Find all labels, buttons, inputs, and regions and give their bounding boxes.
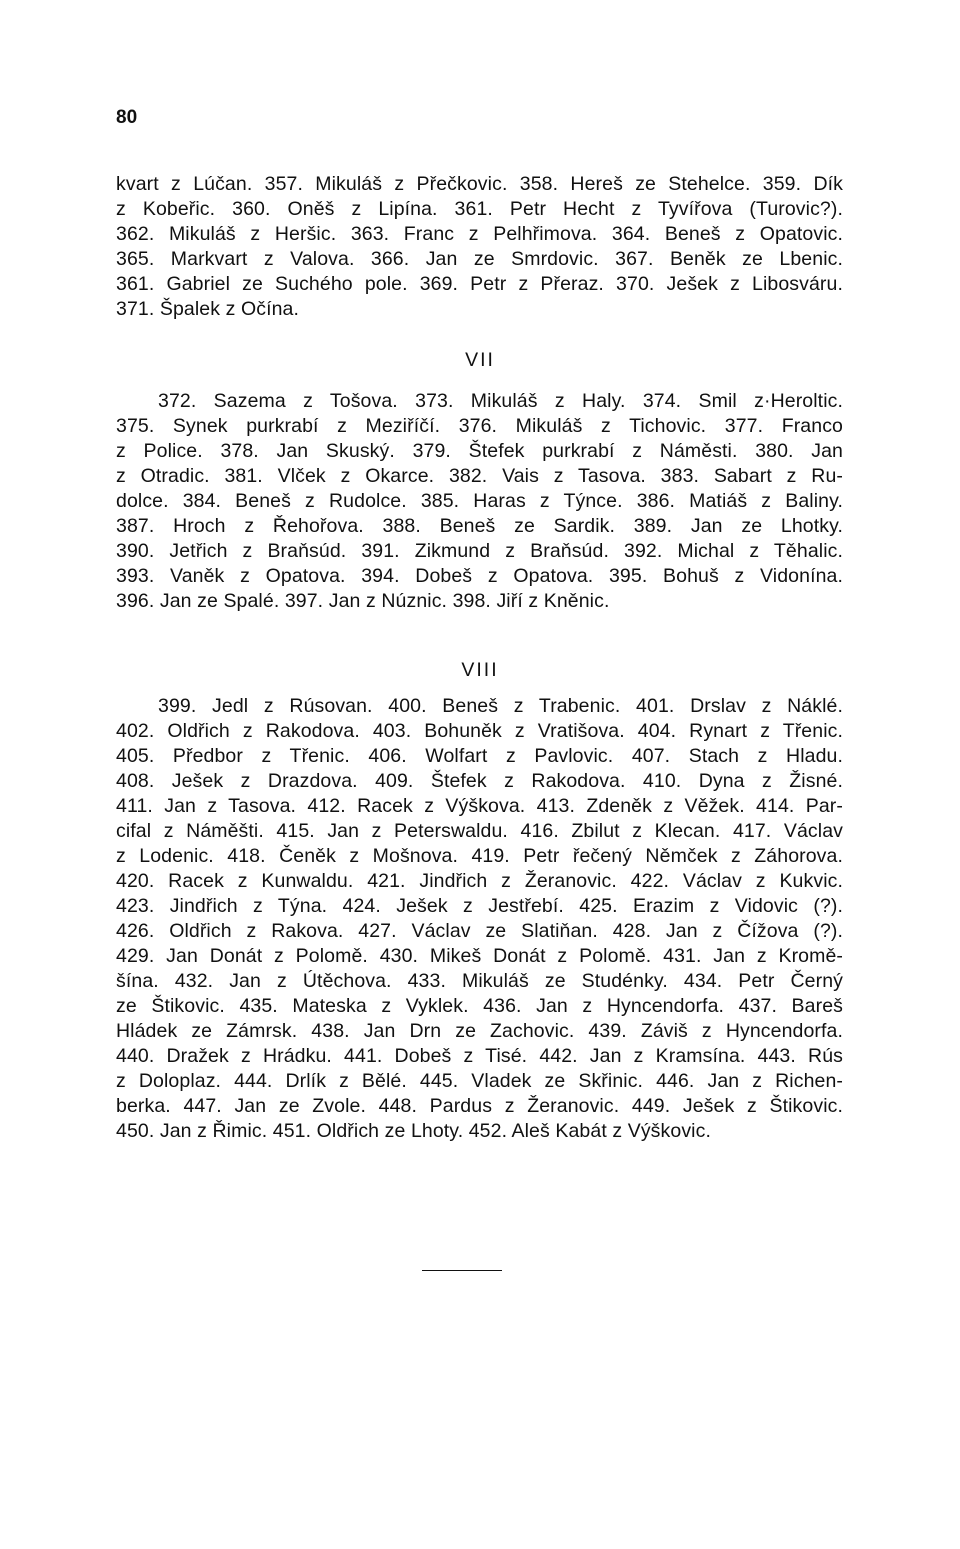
text-line: 440. Dražek z Hrádku. 441. Dobeš z Tisé. 442. Jan z Kramsína. 443. Rús [116,1045,843,1067]
text-line: 393. Vaněk z Opatova. 394. Dobeš z Opatova. 395. Bohuš z Vidonína. [116,565,843,587]
intro-paragraph [116,172,843,322]
text-line: berka. 447. Jan ze Zvole. 448. Pardus z Žeranovic. 449. Ješek z Štikovic. [116,1095,843,1117]
text-line: Hládek ze Zámrsk. 438. Jan Drn ze Zachovic. 439. Záviš z Hyncendorfa. [116,1020,843,1042]
text-line: z Lodenic. 418. Čeněk z Mošnova. 419. Petr řečený Němček z Záhorova. [116,845,843,867]
text-line: 408. Ješek z Drazdova. 409. Štefek z Rakodova. 410. Dyna z Žisné. [116,770,843,792]
text-line: 402. Oldřich z Rakodova. 403. Bohuněk z Vratišova. 404. Rynart z Třenic. [116,720,843,742]
text-line: šína. 432. Jan z Útěchova. 433. Mikuláš ze Studénky. 434. Petr Černý [116,970,843,992]
text-line: dolce. 384. Beneš z Rudolce. 385. Haras z Týnce. 386. Matiáš z Baliny. [116,490,843,512]
text-line: z Kobeřic. 360. Oněš z Lipína. 361. Petr Hecht z Tyvířova (Turovic?). [116,198,843,220]
section-viii-paragraph [116,694,843,1144]
text-line: z Doloplaz. 444. Drlík z Bělé. 445. Vladek ze Skřinic. 446. Jan z Richen- [116,1070,843,1092]
text-line: 423. Jindřich z Týna. 424. Ješek z Jestřebí. 425. Erazim z Vidovic (?). [116,895,843,917]
text-line: 372. Sazema z Tošova. 373. Mikuláš z Haly. 374. Smil z·Heroltic. [158,390,843,412]
text-line: 365. Markvart z Valova. 366. Jan ze Smrdovic. 367. Beněk ze Lbenic. [116,248,843,270]
section-heading-vii: VII [465,349,495,371]
page-number: 80 [116,107,138,128]
text-line: 426. Oldřich z Rakova. 427. Václav ze Slatiňan. 428. Jan z Čížova (?). [116,920,843,942]
text-line: 405. Předbor z Třenic. 406. Wolfart z Pavlovic. 407. Stach z Hladu. [116,745,843,767]
end-rule [422,1270,502,1271]
text-line: 375. Synek purkrabí z Meziříčí. 376. Mikuláš z Tichovic. 377. Franco [116,415,843,437]
text-line: 371. Špalek z Očína. [116,298,300,320]
text-line: z Police. 378. Jan Skuský. 379. Štefek purkrabí z Náměsti. 380. Jan [116,440,843,462]
text-line: 361. Gabriel ze Suchého pole. 369. Petr z Přeraz. 370. Ješek z Libosváru. [116,273,843,295]
text-line: 450. Jan z Řimic. 451. Oldřich ze Lhoty. 452. Aleš Kabát z Výškovic. [116,1120,711,1142]
section-heading-viii: VIII [461,659,499,681]
text-line: 362. Mikuláš z Heršic. 363. Franc z Pelhřimova. 364. Beneš z Opatovic. [116,223,843,245]
text-line: 399. Jedl z Rúsovan. 400. Beneš z Trabenic. 401. Drslav z Náklé. [158,695,843,717]
text-line: kvart z Lúčan. 357. Mikuláš z Přečkovic. 358. Hereš ze Stehelce. 359. Dík [116,173,843,195]
text-line: z Otradic. 381. Vlček z Okarce. 382. Vais z Tasova. 383. Sabart z Ru- [116,465,843,487]
text-line: 429. Jan Donát z Polomě. 430. Mikeš Donát z Polomě. 431. Jan z Kromě- [116,945,843,967]
text-line: ze Štikovic. 435. Mateska z Vyklek. 436. Jan z Hyncendorfa. 437. Bareš [116,995,843,1017]
text-line: 420. Racek z Kunwaldu. 421. Jindřich z Žeranovic. 422. Václav z Kukvic. [116,870,843,892]
text-line: 396. Jan ze Spalé. 397. Jan z Núznic. 398. Jiří z Kněnic. [116,590,610,612]
text-line: 390. Jetřich z Braňsúd. 391. Zikmund z Braňsúd. 392. Michal z Těhalic. [116,540,843,562]
text-line: 387. Hroch z Řehořova. 388. Beneš ze Sardik. 389. Jan ze Lhotky. [116,515,843,537]
text-line: cifal z Náměšti. 415. Jan z Peterswaldu. 416. Zbilut z Klecan. 417. Václav [116,820,843,842]
section-vii-paragraph [116,389,843,614]
text-line: 411. Jan z Tasova. 412. Racek z Výškova. 413. Zdeněk z Věžek. 414. Par- [116,795,843,817]
